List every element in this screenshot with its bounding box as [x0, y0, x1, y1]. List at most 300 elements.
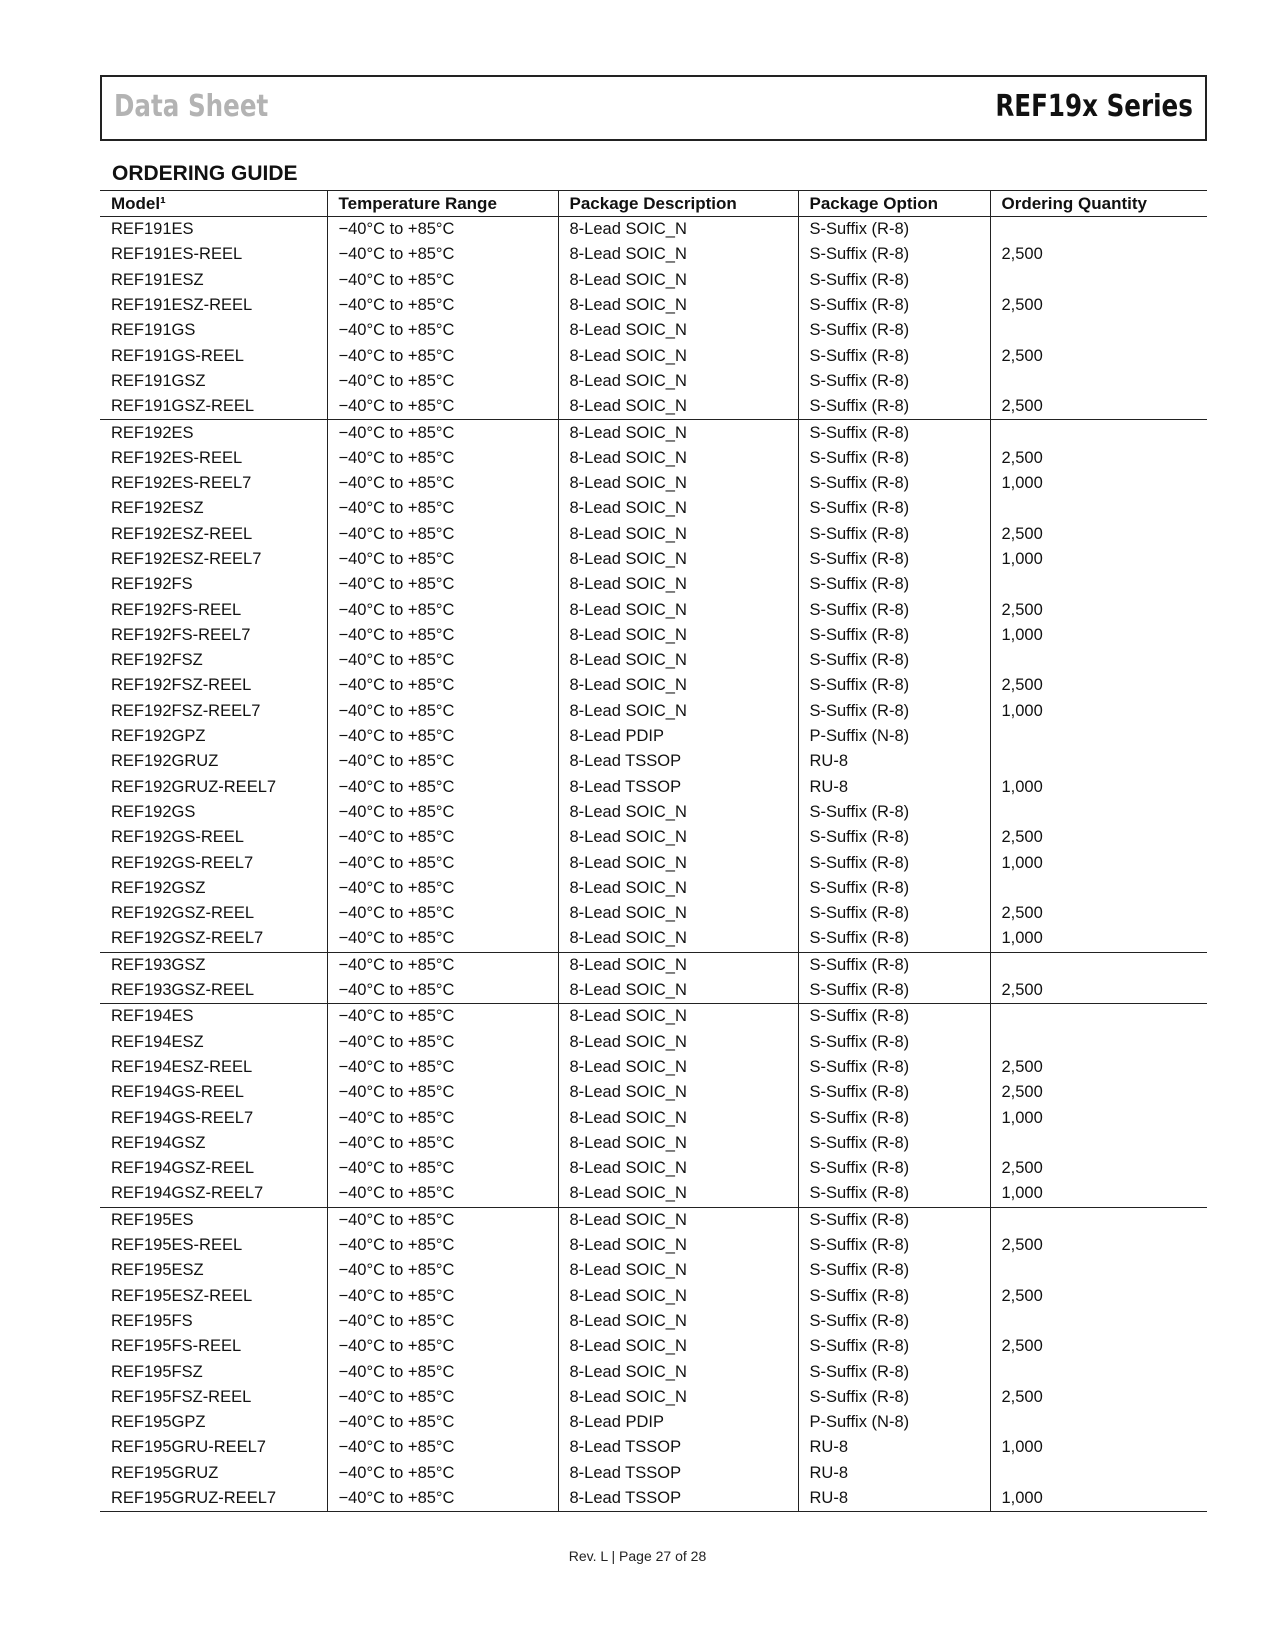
cell-model: REF192FSZ-REEL: [111, 676, 252, 695]
cell-package-description: 8-Lead PDIP: [558, 724, 798, 749]
cell-temperature-range: −40°C to +85°C: [327, 1461, 558, 1486]
cell-package-description: 8-Lead SOIC_N: [558, 1055, 798, 1080]
cell-temperature-range: −40°C to +85°C: [327, 343, 558, 368]
cell-ordering-quantity: [990, 496, 1207, 521]
cell-model: REF194ESZ: [111, 1032, 204, 1051]
cell-temperature-range: −40°C to +85°C: [327, 926, 558, 952]
cell-model: REF192GS-REEL7: [111, 853, 254, 872]
table-row: [100, 1030, 1207, 1055]
cell-package-option: S-Suffix (R-8): [798, 343, 990, 368]
cell-package-description: 8-Lead SOIC_N: [558, 1385, 798, 1410]
cell-package-option: S-Suffix (R-8): [798, 446, 990, 471]
cell-package-option: S-Suffix (R-8): [798, 1030, 990, 1055]
cell-package-description: 8-Lead SOIC_N: [558, 1233, 798, 1258]
table-row: [100, 1334, 1207, 1359]
cell-temperature-range: −40°C to +85°C: [327, 1334, 558, 1359]
cell-ordering-quantity: 2,500: [990, 673, 1207, 698]
cell-package-description: 8-Lead SOIC_N: [558, 394, 798, 420]
table-row: [100, 242, 1207, 267]
cell-ordering-quantity: [990, 217, 1207, 243]
cell-package-option: S-Suffix (R-8): [798, 825, 990, 850]
table-row: [100, 1410, 1207, 1435]
cell-package-option: RU-8: [798, 775, 990, 800]
cell-temperature-range: −40°C to +85°C: [327, 825, 558, 850]
cell-temperature-range: −40°C to +85°C: [327, 775, 558, 800]
cell-package-option: S-Suffix (R-8): [798, 293, 990, 318]
table-row: [100, 420, 1207, 446]
cell-ordering-quantity: 2,500: [990, 597, 1207, 622]
cell-package-description: 8-Lead SOIC_N: [558, 1359, 798, 1384]
cell-package-option: P-Suffix (N-8): [798, 724, 990, 749]
cell-model: REF191ES: [111, 220, 194, 239]
cell-package-description: 8-Lead SOIC_N: [558, 343, 798, 368]
column-header-model: Model¹: [100, 191, 327, 217]
table-row: [100, 1309, 1207, 1334]
cell-temperature-range: −40°C to +85°C: [327, 268, 558, 293]
cell-ordering-quantity: 1,000: [990, 926, 1207, 952]
cell-temperature-range: −40°C to +85°C: [327, 1030, 558, 1055]
cell-model: REF194ESZ-REEL: [111, 1057, 253, 1076]
cell-package-option: P-Suffix (N-8): [798, 1410, 990, 1435]
cell-package-option: S-Suffix (R-8): [798, 1004, 990, 1030]
cell-temperature-range: −40°C to +85°C: [327, 952, 558, 978]
cell-package-description: 8-Lead SOIC_N: [558, 952, 798, 978]
cell-package-description: 8-Lead SOIC_N: [558, 1309, 798, 1334]
cell-ordering-quantity: 1,000: [990, 850, 1207, 875]
cell-model: REF195ES: [100, 1207, 327, 1233]
cell-temperature-range: −40°C to +85°C: [327, 1156, 558, 1181]
cell-model: REF192GPZ: [111, 727, 206, 746]
cell-ordering-quantity: [990, 1258, 1207, 1283]
cell-package-description: 8-Lead SOIC_N: [558, 926, 798, 952]
table-row: [100, 1004, 1207, 1030]
cell-package-option: S-Suffix (R-8): [798, 471, 990, 496]
cell-temperature-range: −40°C to +85°C: [327, 1283, 558, 1308]
cell-ordering-quantity: [990, 1030, 1207, 1055]
cell-package-description: 8-Lead SOIC_N: [558, 496, 798, 521]
cell-temperature-range: −40°C to +85°C: [327, 394, 558, 420]
table-row: [100, 926, 1207, 952]
table-body: [100, 217, 1207, 1512]
cell-ordering-quantity: 2,500: [990, 1233, 1207, 1258]
cell-package-option: S-Suffix (R-8): [798, 420, 990, 446]
cell-package-description: 8-Lead SOIC_N: [558, 1030, 798, 1055]
cell-model: REF192GS-REEL: [111, 828, 244, 847]
cell-package-option: S-Suffix (R-8): [798, 1105, 990, 1130]
cell-ordering-quantity: [990, 876, 1207, 901]
cell-package-option: S-Suffix (R-8): [798, 1080, 990, 1105]
cell-package-option: S-Suffix (R-8): [798, 926, 990, 952]
cell-temperature-range: −40°C to +85°C: [327, 978, 558, 1004]
table-row: [100, 673, 1207, 698]
cell-temperature-range: −40°C to +85°C: [327, 648, 558, 673]
cell-temperature-range: −40°C to +85°C: [327, 446, 558, 471]
column-header-package-description: Package Description: [558, 191, 798, 217]
cell-package-description: 8-Lead SOIC_N: [558, 547, 798, 572]
cell-temperature-range: −40°C to +85°C: [327, 1233, 558, 1258]
cell-package-description: 8-Lead SOIC_N: [558, 572, 798, 597]
cell-ordering-quantity: [990, 800, 1207, 825]
cell-ordering-quantity: 1,000: [990, 471, 1207, 496]
cell-package-description: 8-Lead SOIC_N: [558, 597, 798, 622]
cell-ordering-quantity: 1,000: [990, 775, 1207, 800]
table-row: [100, 648, 1207, 673]
table-row: [100, 268, 1207, 293]
table-row: [100, 597, 1207, 622]
cell-package-option: S-Suffix (R-8): [798, 1055, 990, 1080]
cell-package-option: RU-8: [798, 1461, 990, 1486]
cell-model: REF194GSZ-REEL7: [111, 1184, 264, 1203]
cell-model: REF192GSZ-REEL: [111, 904, 255, 923]
cell-ordering-quantity: 2,500: [990, 446, 1207, 471]
cell-package-description: 8-Lead SOIC_N: [558, 522, 798, 547]
cell-temperature-range: −40°C to +85°C: [327, 496, 558, 521]
cell-ordering-quantity: 2,500: [990, 978, 1207, 1004]
cell-package-description: 8-Lead SOIC_N: [558, 1156, 798, 1181]
cell-ordering-quantity: 2,500: [990, 1283, 1207, 1308]
cell-temperature-range: −40°C to +85°C: [327, 673, 558, 698]
table-row: [100, 394, 1207, 420]
cell-package-option: S-Suffix (R-8): [798, 800, 990, 825]
cell-package-description: 8-Lead SOIC_N: [558, 1080, 798, 1105]
cell-package-option: S-Suffix (R-8): [798, 1181, 990, 1207]
cell-ordering-quantity: 2,500: [990, 394, 1207, 420]
cell-temperature-range: −40°C to +85°C: [327, 800, 558, 825]
cell-package-option: S-Suffix (R-8): [798, 673, 990, 698]
table-row: [100, 1080, 1207, 1105]
table-row: [100, 978, 1207, 1004]
cell-package-description: 8-Lead SOIC_N: [558, 242, 798, 267]
cell-package-option: S-Suffix (R-8): [798, 522, 990, 547]
cell-temperature-range: −40°C to +85°C: [327, 699, 558, 724]
cell-ordering-quantity: 1,000: [990, 1181, 1207, 1207]
cell-model: REF195ES-REEL: [111, 1236, 243, 1255]
table-row: [100, 1258, 1207, 1283]
table-row: [100, 699, 1207, 724]
table-row: [100, 623, 1207, 648]
cell-ordering-quantity: [990, 318, 1207, 343]
cell-package-option: S-Suffix (R-8): [798, 1283, 990, 1308]
cell-package-option: S-Suffix (R-8): [798, 952, 990, 978]
cell-temperature-range: −40°C to +85°C: [327, 1181, 558, 1207]
cell-package-description: 8-Lead SOIC_N: [558, 1207, 798, 1233]
table-row: [100, 1233, 1207, 1258]
cell-package-option: S-Suffix (R-8): [798, 623, 990, 648]
cell-model: REF195GRUZ-REEL7: [100, 1486, 327, 1512]
product-series-title: REF19x Series: [995, 89, 1193, 124]
cell-package-description: 8-Lead TSSOP: [558, 1486, 798, 1512]
cell-ordering-quantity: 2,500: [990, 522, 1207, 547]
cell-model: REF192GRUZ: [111, 752, 219, 771]
table-row: [100, 850, 1207, 875]
cell-package-description: 8-Lead SOIC_N: [558, 1258, 798, 1283]
table-row: [100, 1105, 1207, 1130]
cell-ordering-quantity: 1,000: [990, 547, 1207, 572]
table-row: [100, 369, 1207, 394]
table-row: [100, 876, 1207, 901]
cell-ordering-quantity: [990, 749, 1207, 774]
cell-model: REF195GPZ: [111, 1413, 206, 1432]
cell-package-option: S-Suffix (R-8): [798, 318, 990, 343]
cell-ordering-quantity: [990, 1309, 1207, 1334]
cell-package-description: 8-Lead SOIC_N: [558, 1181, 798, 1207]
cell-temperature-range: −40°C to +85°C: [327, 724, 558, 749]
cell-package-description: 8-Lead TSSOP: [558, 1461, 798, 1486]
cell-ordering-quantity: [990, 1131, 1207, 1156]
cell-model: REF194GSZ: [111, 1133, 206, 1152]
cell-model: REF192ESZ-REEL7: [111, 550, 262, 568]
cell-package-description: 8-Lead SOIC_N: [558, 293, 798, 318]
cell-model: REF193GSZ: [100, 952, 327, 978]
cell-temperature-range: −40°C to +85°C: [327, 850, 558, 875]
cell-model: REF195GRUZ: [111, 1463, 219, 1482]
cell-package-description: 8-Lead SOIC_N: [558, 1004, 798, 1030]
table-row: [100, 318, 1207, 343]
cell-model: REF192GS: [111, 802, 196, 821]
cell-package-description: 8-Lead SOIC_N: [558, 446, 798, 471]
cell-ordering-quantity: [990, 268, 1207, 293]
cell-ordering-quantity: 1,000: [990, 1435, 1207, 1460]
cell-model: REF191ESZ-REEL: [111, 296, 253, 315]
table-row: [100, 1435, 1207, 1460]
table-row: [100, 1207, 1207, 1233]
cell-package-option: S-Suffix (R-8): [798, 242, 990, 267]
table-row: [100, 547, 1207, 572]
cell-package-option: S-Suffix (R-8): [798, 1309, 990, 1334]
cell-temperature-range: −40°C to +85°C: [327, 318, 558, 343]
cell-temperature-range: −40°C to +85°C: [327, 1080, 558, 1105]
table-row: [100, 775, 1207, 800]
cell-model: REF192ES-REEL7: [111, 474, 252, 493]
cell-model: REF195FSZ-REEL: [111, 1387, 252, 1406]
table-row: [100, 343, 1207, 368]
table-row: [100, 1156, 1207, 1181]
cell-ordering-quantity: [990, 1410, 1207, 1435]
table-header-row: [100, 191, 1207, 217]
cell-temperature-range: −40°C to +85°C: [327, 572, 558, 597]
ordering-guide-table: [100, 190, 1207, 1512]
cell-model: REF192ESZ: [111, 499, 204, 518]
cell-package-option: S-Suffix (R-8): [798, 699, 990, 724]
cell-model: REF194GS-REEL: [111, 1083, 244, 1102]
table-row: [100, 446, 1207, 471]
cell-ordering-quantity: 2,500: [990, 293, 1207, 318]
cell-temperature-range: −40°C to +85°C: [327, 1385, 558, 1410]
cell-ordering-quantity: [990, 420, 1207, 446]
cell-model: REF192ES-REEL: [111, 448, 243, 467]
cell-model: REF194GSZ-REEL: [111, 1159, 255, 1178]
cell-package-description: 8-Lead SOIC_N: [558, 369, 798, 394]
cell-package-description: 8-Lead TSSOP: [558, 749, 798, 774]
table-row: [100, 1131, 1207, 1156]
cell-ordering-quantity: 1,000: [990, 1486, 1207, 1512]
cell-temperature-range: −40°C to +85°C: [327, 1004, 558, 1030]
page-footer: Rev. L | Page 27 of 28: [568, 1548, 707, 1564]
table-row: [100, 901, 1207, 926]
cell-model: REF194ES: [100, 1004, 327, 1030]
cell-ordering-quantity: [990, 952, 1207, 978]
cell-model: REF192GRUZ-REEL7: [111, 777, 277, 796]
cell-temperature-range: −40°C to +85°C: [327, 217, 558, 243]
cell-temperature-range: −40°C to +85°C: [327, 471, 558, 496]
table-row: [100, 1486, 1207, 1512]
cell-ordering-quantity: [990, 1359, 1207, 1384]
cell-package-description: 8-Lead PDIP: [558, 1410, 798, 1435]
cell-temperature-range: −40°C to +85°C: [327, 1105, 558, 1130]
cell-package-option: S-Suffix (R-8): [798, 394, 990, 420]
table-row: [100, 1359, 1207, 1384]
cell-package-description: 8-Lead SOIC_N: [558, 471, 798, 496]
cell-model: REF191ESZ: [111, 270, 204, 289]
cell-package-option: S-Suffix (R-8): [798, 901, 990, 926]
cell-ordering-quantity: 1,000: [990, 699, 1207, 724]
cell-package-description: 8-Lead SOIC_N: [558, 1334, 798, 1359]
cell-package-option: S-Suffix (R-8): [798, 850, 990, 875]
cell-ordering-quantity: 2,500: [990, 901, 1207, 926]
cell-package-description: 8-Lead SOIC_N: [558, 217, 798, 243]
cell-package-option: S-Suffix (R-8): [798, 496, 990, 521]
cell-package-option: S-Suffix (R-8): [798, 547, 990, 572]
cell-ordering-quantity: 2,500: [990, 1080, 1207, 1105]
cell-package-option: S-Suffix (R-8): [798, 876, 990, 901]
cell-temperature-range: −40°C to +85°C: [327, 1131, 558, 1156]
cell-ordering-quantity: 2,500: [990, 1055, 1207, 1080]
cell-model: REF192ESZ-REEL: [111, 524, 253, 543]
cell-temperature-range: −40°C to +85°C: [327, 1486, 558, 1512]
cell-ordering-quantity: [990, 1004, 1207, 1030]
cell-model: REF192ES: [100, 420, 327, 446]
cell-package-option: S-Suffix (R-8): [798, 1385, 990, 1410]
cell-package-option: S-Suffix (R-8): [798, 648, 990, 673]
cell-ordering-quantity: [990, 572, 1207, 597]
cell-package-option: S-Suffix (R-8): [798, 1359, 990, 1384]
cell-package-option: S-Suffix (R-8): [798, 572, 990, 597]
cell-ordering-quantity: [990, 1461, 1207, 1486]
cell-package-option: S-Suffix (R-8): [798, 1131, 990, 1156]
cell-ordering-quantity: 2,500: [990, 1334, 1207, 1359]
cell-temperature-range: −40°C to +85°C: [327, 420, 558, 446]
cell-temperature-range: −40°C to +85°C: [327, 901, 558, 926]
cell-temperature-range: −40°C to +85°C: [327, 242, 558, 267]
cell-package-description: 8-Lead SOIC_N: [558, 648, 798, 673]
cell-model: REF193GSZ-REEL: [111, 981, 255, 1000]
cell-package-option: RU-8: [798, 1486, 990, 1512]
cell-temperature-range: −40°C to +85°C: [327, 1410, 558, 1435]
table-row: [100, 952, 1207, 978]
table-row: [100, 522, 1207, 547]
cell-ordering-quantity: 2,500: [990, 343, 1207, 368]
cell-package-description: 8-Lead SOIC_N: [558, 420, 798, 446]
column-header-package-option: Package Option: [798, 191, 990, 217]
cell-model: REF195ESZ: [111, 1261, 204, 1280]
cell-package-option: RU-8: [798, 1435, 990, 1460]
column-header-ordering-quantity: Ordering Quantity: [990, 191, 1207, 217]
cell-package-description: 8-Lead SOIC_N: [558, 901, 798, 926]
cell-package-description: 8-Lead SOIC_N: [558, 268, 798, 293]
table-row: [100, 800, 1207, 825]
cell-package-option: S-Suffix (R-8): [798, 1334, 990, 1359]
cell-model: REF195FS-REEL: [111, 1337, 242, 1356]
cell-model: REF195FS: [111, 1311, 193, 1330]
cell-temperature-range: −40°C to +85°C: [327, 1359, 558, 1384]
page-header: [100, 75, 1207, 141]
table-row: [100, 1055, 1207, 1080]
cell-temperature-range: −40°C to +85°C: [327, 369, 558, 394]
cell-model: REF192FSZ: [111, 651, 203, 670]
cell-temperature-range: −40°C to +85°C: [327, 749, 558, 774]
cell-package-option: S-Suffix (R-8): [798, 1258, 990, 1283]
cell-package-description: 8-Lead SOIC_N: [558, 623, 798, 648]
cell-package-description: 8-Lead SOIC_N: [558, 318, 798, 343]
cell-package-description: 8-Lead SOIC_N: [558, 850, 798, 875]
cell-package-description: 8-Lead SOIC_N: [558, 876, 798, 901]
cell-package-description: 8-Lead SOIC_N: [558, 1283, 798, 1308]
cell-model: REF192GSZ-REEL7: [111, 929, 264, 948]
cell-model: REF191ES-REEL: [111, 245, 243, 264]
cell-package-option: S-Suffix (R-8): [798, 1233, 990, 1258]
cell-model: REF195ESZ-REEL: [111, 1286, 253, 1305]
cell-ordering-quantity: 1,000: [990, 1105, 1207, 1130]
table-row: [100, 1461, 1207, 1486]
cell-temperature-range: −40°C to +85°C: [327, 1309, 558, 1334]
cell-temperature-range: −40°C to +85°C: [327, 597, 558, 622]
cell-model: REF192FS: [111, 575, 193, 594]
cell-package-option: S-Suffix (R-8): [798, 268, 990, 293]
cell-model: REF192FSZ-REEL7: [111, 701, 261, 720]
table-row: [100, 1283, 1207, 1308]
cell-model: REF192FS-REEL7: [111, 625, 251, 644]
table-row: [100, 293, 1207, 318]
cell-temperature-range: −40°C to +85°C: [327, 623, 558, 648]
table-row: [100, 572, 1207, 597]
cell-ordering-quantity: 2,500: [990, 825, 1207, 850]
cell-package-option: S-Suffix (R-8): [798, 597, 990, 622]
cell-model: REF192FS-REEL: [111, 600, 242, 619]
cell-temperature-range: −40°C to +85°C: [327, 1435, 558, 1460]
cell-ordering-quantity: 1,000: [990, 623, 1207, 648]
cell-ordering-quantity: 2,500: [990, 1385, 1207, 1410]
cell-package-description: 8-Lead SOIC_N: [558, 1105, 798, 1130]
cell-package-option: S-Suffix (R-8): [798, 217, 990, 243]
cell-temperature-range: −40°C to +85°C: [327, 1055, 558, 1080]
cell-temperature-range: −40°C to +85°C: [327, 547, 558, 572]
cell-package-option: S-Suffix (R-8): [798, 1156, 990, 1181]
table-row: [100, 724, 1207, 749]
cell-temperature-range: −40°C to +85°C: [327, 1258, 558, 1283]
cell-package-description: 8-Lead SOIC_N: [558, 673, 798, 698]
cell-model: REF192GSZ: [111, 878, 206, 897]
table-row: [100, 1385, 1207, 1410]
cell-package-description: 8-Lead TSSOP: [558, 775, 798, 800]
column-header-temperature-range: Temperature Range: [327, 191, 558, 217]
cell-package-option: S-Suffix (R-8): [798, 978, 990, 1004]
cell-package-option: S-Suffix (R-8): [798, 369, 990, 394]
cell-temperature-range: −40°C to +85°C: [327, 293, 558, 318]
cell-model: REF191GSZ: [111, 371, 206, 390]
table-row: [100, 496, 1207, 521]
cell-ordering-quantity: [990, 648, 1207, 673]
cell-model: REF191GS: [111, 321, 196, 340]
cell-ordering-quantity: [990, 724, 1207, 749]
cell-ordering-quantity: [990, 369, 1207, 394]
cell-model: REF191GS-REEL: [111, 346, 244, 365]
cell-package-option: RU-8: [798, 749, 990, 774]
table-row: [100, 825, 1207, 850]
cell-package-description: 8-Lead SOIC_N: [558, 978, 798, 1004]
cell-temperature-range: −40°C to +85°C: [327, 876, 558, 901]
section-title: ORDERING GUIDE: [112, 162, 298, 185]
cell-package-option: S-Suffix (R-8): [798, 1207, 990, 1233]
